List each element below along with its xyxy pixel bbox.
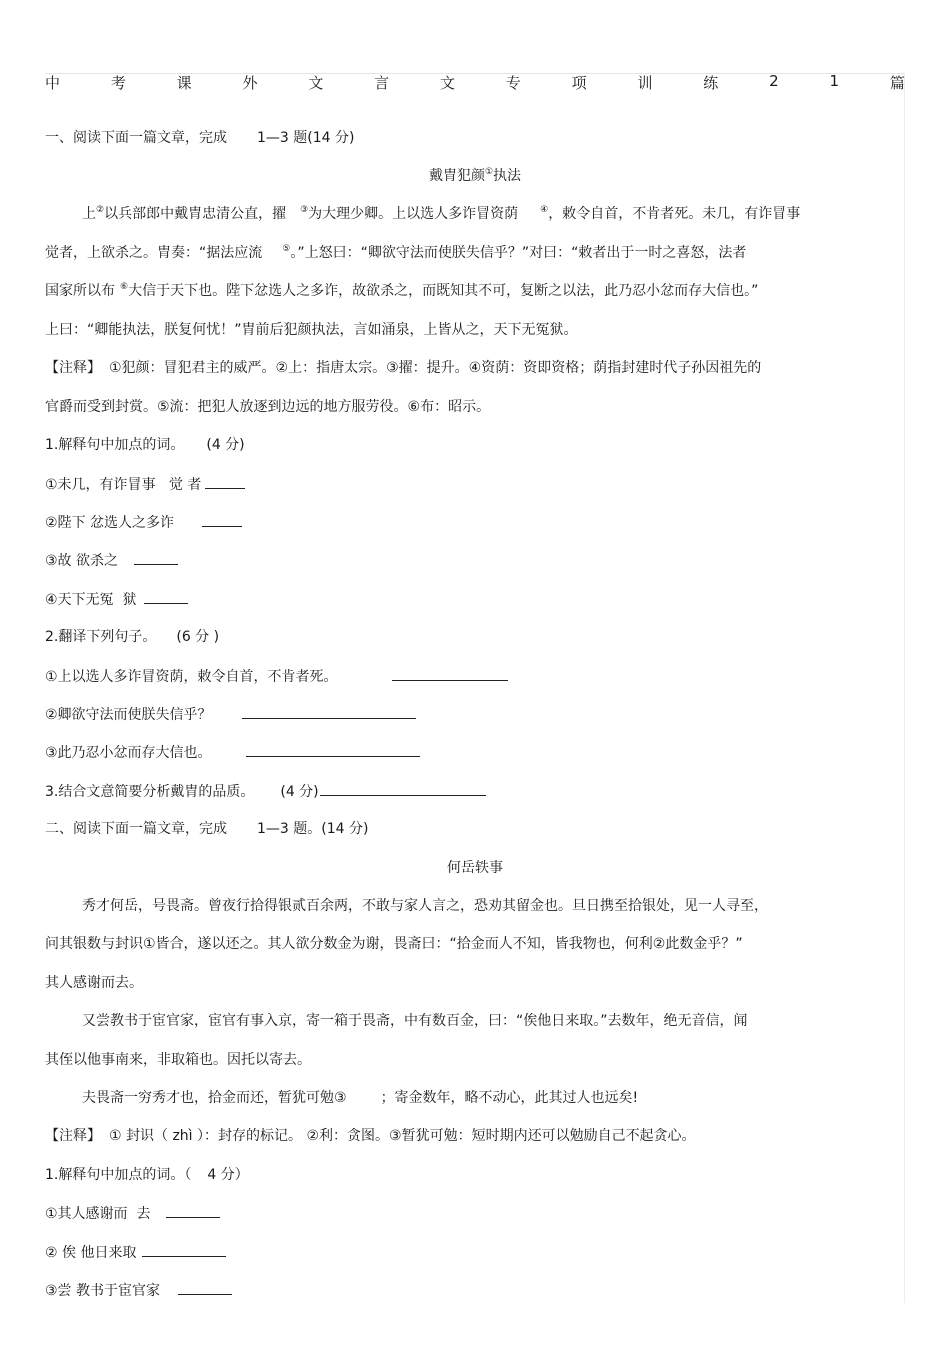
answer-blank[interactable] bbox=[166, 1203, 220, 1218]
section1-paragraph-line: 觉者，上欲杀之。胄奏：“据法应流 ⑤。”上怒曰：“卿欲守法而使朕失信乎？”对曰：“敕者出于一时之喜怒，法者 bbox=[45, 244, 747, 261]
section2-paragraph-line: 夫畏斋一穷秀才也，拾金而还，暂犹可勉③ ；寄金数年，略不动心，此其过人也远矣! bbox=[82, 1090, 639, 1106]
section1-notes: 【注释】 ①犯颜：冒犯君主的威严。②上：指唐太宗。③擢：提升。④资荫：资即资格；荫指封建时代子孙因祖先的 bbox=[45, 360, 762, 376]
header-char: 篇 bbox=[889, 74, 905, 92]
header-char: 专 bbox=[505, 74, 521, 92]
section2-question-1-item: ③尝 教书于宦官家 bbox=[45, 1280, 232, 1301]
header-char: 练 bbox=[703, 74, 719, 92]
header-char: 2 bbox=[769, 72, 779, 90]
header-char: 训 bbox=[637, 74, 653, 92]
section1-heading: 一、阅读下面一篇文章，完成 1—3 题(14 分) bbox=[45, 130, 355, 146]
section2-question-1: 1.解释句中加点的词。（ 4 分） bbox=[45, 1167, 249, 1183]
header-char: 中 bbox=[45, 74, 61, 92]
answer-blank[interactable] bbox=[142, 1242, 226, 1257]
section1-notes-cont: 官爵而受到封赏。⑤流：把犯人放逐到边远的地方服劳役。⑥布：昭示。 bbox=[45, 399, 491, 415]
question-1-item: ②陛下 忿选人之多诈 bbox=[45, 512, 242, 533]
section2-paragraph-line: 其侄以他事南来，非取箱也。因托以寄去。 bbox=[45, 1052, 311, 1068]
question-1-item: ①未几，有诈冒事 觉 者 bbox=[45, 474, 245, 495]
question-2-item: ③此乃忍小忿而存大信也。 bbox=[45, 742, 420, 763]
answer-blank[interactable] bbox=[144, 589, 188, 604]
page-right-rule bbox=[904, 73, 905, 1303]
section2-paragraph-line: 其人感谢而去。 bbox=[45, 975, 143, 991]
header-char: 项 bbox=[571, 74, 587, 92]
section1-paragraph-line: 国家所以布 ⑥大信于天下也。陛下忿选人之多诈，故欲杀之，而既知其不可，复断之以法，此乃忍小忿而存大信也。” bbox=[45, 282, 759, 299]
section1-paragraph-line: 上②以兵部郎中戴胄忠清公直，擢 ③为大理少卿。上以选人多诈冒资荫 ④，敕令自首，不肯者死。未几，有诈冒事 bbox=[82, 205, 801, 222]
section2-paragraph-line: 秀才何岳，号畏斋。曾夜行拾得银贰百余两，不敢与家人言之，恐劝其留金也。旦日携至拾银处，见一人寻至， bbox=[82, 898, 768, 914]
question-2: 2.翻译下列句子。 (6 分 ) bbox=[45, 629, 220, 645]
header-char: 文 bbox=[308, 74, 324, 92]
section2-question-1-item: ② 俟 他日来取 bbox=[45, 1242, 226, 1263]
section2-paragraph-line: 又尝教书于宦官家，宦官有事入京，寄一箱于畏斋，中有数百金，曰：“俟他日来取。”去数年，绝无音信，闻 bbox=[82, 1013, 748, 1029]
section1-paragraph-line: 上曰：“卿能执法，朕复何忧！”胄前后犯颜执法，言如涌泉，上皆从之，天下无冤狱。 bbox=[45, 322, 578, 338]
header-char: 考 bbox=[110, 74, 126, 92]
section2-heading: 二、阅读下面一篇文章，完成 1—3 题。(14 分) bbox=[45, 821, 369, 837]
answer-blank[interactable] bbox=[205, 474, 245, 489]
answer-blank[interactable] bbox=[178, 1280, 232, 1295]
question-2-item: ①上以选人多诈冒资荫，敕令自首，不肯者死。 bbox=[45, 666, 508, 687]
question-2-item: ②卿欲守法而使朕失信乎？ bbox=[45, 704, 416, 725]
header-char: 文 bbox=[439, 74, 455, 92]
answer-blank[interactable] bbox=[134, 550, 178, 565]
question-1: 1.解释句中加点的词。 (4 分) bbox=[45, 437, 245, 453]
question-1-item: ④天下无冤 狱 bbox=[45, 589, 188, 610]
document-header bbox=[45, 72, 905, 92]
answer-blank[interactable] bbox=[392, 666, 508, 681]
answer-blank[interactable] bbox=[320, 781, 486, 796]
question-1-item: ③故 欲杀之 bbox=[45, 550, 178, 571]
section2-paragraph-line: 问其银数与封识①皆合，遂以还之。其人欲分数金为谢，畏斋曰：“拾金而人不知，皆我物也，何利②此数金乎？” bbox=[45, 936, 743, 952]
header-char: 外 bbox=[242, 74, 258, 92]
header-char: 1 bbox=[829, 72, 840, 90]
header-char: 课 bbox=[176, 74, 192, 92]
section2-title: 何岳轶事 bbox=[447, 860, 503, 876]
header-char: 言 bbox=[374, 74, 390, 92]
section1-title: 戴胄犯颜①执法 bbox=[428, 167, 522, 184]
answer-blank[interactable] bbox=[242, 704, 416, 719]
answer-blank[interactable] bbox=[202, 512, 242, 527]
section2-notes: 【注释】 ① 封识（ zhì ）：封存的标记。 ②利：贪图。③暂犹可勉：短时期内还可以勉励自己不起贪心。 bbox=[45, 1128, 696, 1144]
question-3: 3.结合文意简要分析戴胄的品质。 (4 分) bbox=[45, 781, 486, 802]
section2-question-1-item: ①其人感谢而 去 bbox=[45, 1203, 220, 1224]
answer-blank[interactable] bbox=[246, 742, 420, 757]
